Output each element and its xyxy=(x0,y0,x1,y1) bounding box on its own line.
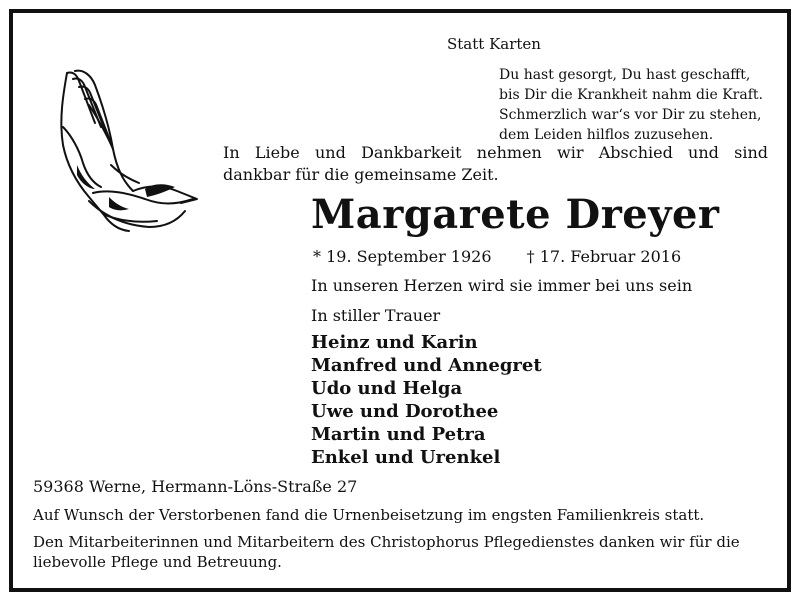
mourner-name: Heinz und Karin xyxy=(311,332,478,353)
address: 59368 Werne, Hermann-Löns-Straße 27 xyxy=(33,477,358,496)
mourner-name: Enkel und Urenkel xyxy=(311,447,501,468)
memorial-line: In unseren Herzen wird sie immer bei uns sein xyxy=(311,276,693,295)
poem-line: dem Leiden hilflos zuzusehen. xyxy=(499,127,714,143)
thanks-notice: Den Mitarbeiterinnen und Mitarbeitern des Christophorus Pflegedienstes danken wir für die liebevolle Pflege und Betreuung. xyxy=(33,533,740,571)
poem-line: Du hast gesorgt, Du hast geschafft, xyxy=(499,67,751,83)
poem-line: Schmerzlich war‘s vor Dir zu stehen, xyxy=(499,107,762,123)
mourner-name: Uwe und Dorothee xyxy=(311,401,499,422)
urn-burial-notice: Auf Wunsch der Verstorbenen fand die Urnenbeisetzung im engsten Familienkreis statt. xyxy=(33,506,705,524)
statt-karten-heading: Statt Karten xyxy=(447,35,541,53)
intro-line: In Liebe und Dankbarkeit nehmen wir Abschied und sind xyxy=(223,143,768,162)
poem-line: bis Dir die Krankheit nahm die Kraft. xyxy=(499,87,763,103)
mourner-name: Manfred und Annegret xyxy=(311,355,542,376)
intro-line: dankbar für die gemeinsame Zeit. xyxy=(223,165,499,184)
death-date: † 17. Februar 2016 xyxy=(526,247,682,266)
mourner-name: Martin und Petra xyxy=(311,424,486,445)
poem xyxy=(499,65,763,145)
deceased-name: Margarete Dreyer xyxy=(311,191,720,238)
mourners-list xyxy=(311,331,542,469)
praying-hands-icon xyxy=(49,65,199,235)
in-stiller-trauer: In stiller Trauer xyxy=(311,306,441,325)
birth-date: * 19. September 1926 xyxy=(313,247,492,266)
intro-text xyxy=(223,142,768,186)
life-dates xyxy=(313,247,681,266)
obituary-notice xyxy=(9,9,791,592)
mourner-name: Udo und Helga xyxy=(311,378,463,399)
